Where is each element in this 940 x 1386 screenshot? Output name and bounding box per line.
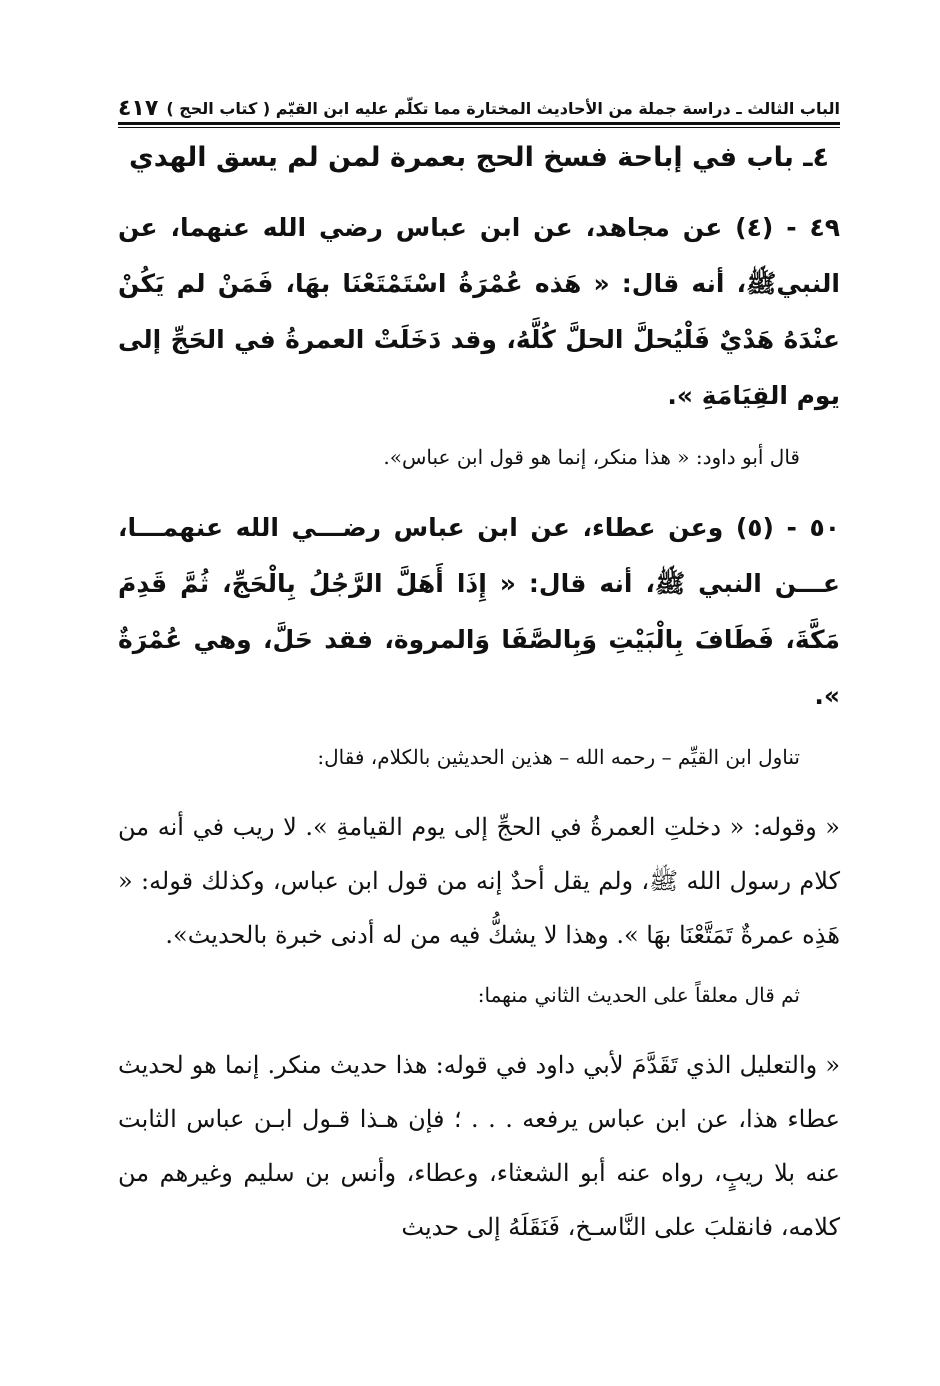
ibn-qayyim-quote-1: « وقوله: « دخلتِ العمرةُ في الحجِّ إلى يوم القيامةِ ». لا ريب في أنه من كلام رسول الله ﷺ، ولم يقل أحدٌ إنه من قول ابن عباس، وكذلك قوله: « هَذِه عمرةٌ تَمَتَّعْنَا بهَا ». وهذا لا يشكُّ فيه من له أدنى خبرة بالحديث». xyxy=(118,813,840,949)
ibn-qayyim-intro: تناول ابن القيِّم – رحمه الله – هذين الحديثين بالكلام، فقال: xyxy=(317,745,800,769)
running-title: الباب الثالث ـ دراسة جملة من الأحاديث المختارة مما تكلّم عليه ابن القيّم ( كتاب الحج ) xyxy=(166,99,840,118)
page-number: ٤١٧ xyxy=(118,96,159,121)
book-page xyxy=(118,86,840,1254)
running-header xyxy=(118,86,840,120)
hadith-50: ٥٠ - (٥) وعن عطاء، عن ابن عباس رضـــي الله عنهمـــا، عـــن النبي ﷺ، أنه قال: « إِذَا أَهَلَّ الرَّجُلُ بِالْحَجِّ، ثُمَّ قَدِمَ مَكَّةَ، فَطَافَ بِالْبَيْتِ وَبِالصَّفَا وَالمروة، فقد حَلَّ، وهي عُمْرَةٌ ». xyxy=(118,513,841,710)
abu-dawud-note: قال أبو داود: « هذا منكر، إنما هو قول ابن عباس». xyxy=(383,445,800,469)
hadith-49: ٤٩ - (٤) عن مجاهد، عن ابن عباس رضي الله عنهما، عن النبيﷺ، أنه قال: « هَذه عُمْرَةُ اسْتَمْتَعْنَا بهَا، فَمَنْ لم يَكُنْ عنْدَهُ هَدْيٌ فَلْيُحلَّ الحلَّ كُلَّهُ، وقد دَخَلَتْ العمرةُ في الحَجِّ إلى يوم القِيَامَةِ ». xyxy=(118,213,841,410)
chapter-title: ٤ـ باب في إباحة فسخ الحج بعمرة لمن لم يسق الهدي xyxy=(129,142,829,173)
header-rule xyxy=(118,122,840,128)
second-hadith-intro: ثم قال معلقاً على الحديث الثاني منهما: xyxy=(477,983,800,1007)
ibn-qayyim-quote-2: « والتعليل الذي تَقَدَّمَ لأبي داود في قوله: هذا حديث منكر. إنما هو لحديث عطاء هذا، عن ابن عباس يرفعه . . . ؛ فإن هـذا قـول ابـن عباس الثابت عنه بلا ريبٍ، رواه عنه أبو الشعثاء، وعطاء، وأنس بن سليم وغيرهم من كلامه، فانقلبَ على النَّاسـخ، فَنَقَلَهُ إلى حديث xyxy=(118,1051,840,1241)
